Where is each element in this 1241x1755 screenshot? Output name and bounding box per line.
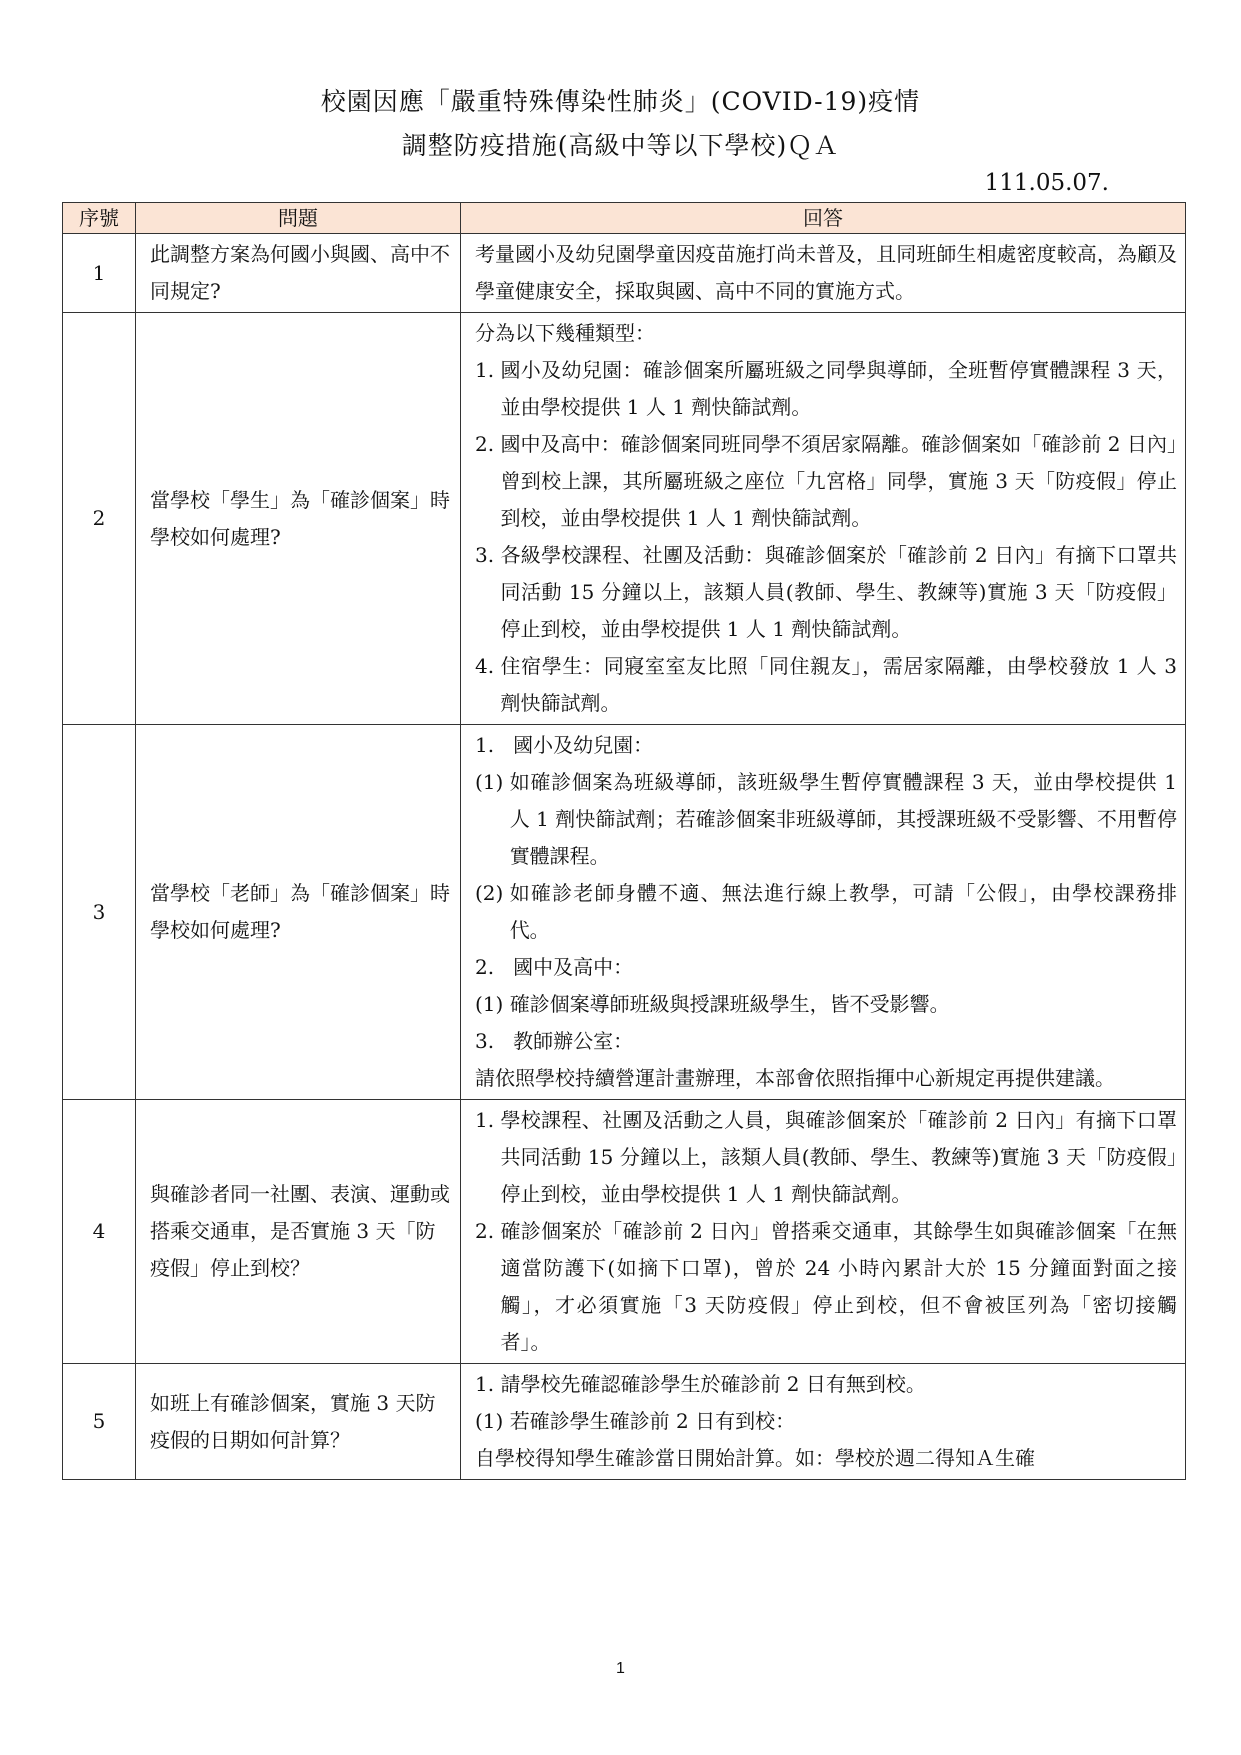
answer-item — [475, 1023, 1177, 1060]
answer-item — [475, 426, 1177, 537]
answer-item-text: 國中及高中：確診個案同班同學不須居家隔離。確診個案如「確診前 2 日內」曾到校上課，其所屬班級之座位「九宮格」同學，實施 3 天「防疫假」停止到校，並由學校提供 1 人 1 劑快篩試劑。 — [500, 432, 1177, 530]
answer-item-marker: (1) — [475, 770, 510, 794]
document-date: 111.05.07. — [984, 170, 1109, 196]
table-row — [63, 1364, 1186, 1480]
answer-item — [475, 727, 1177, 764]
answer-item-marker: 3. — [475, 543, 501, 567]
answer-item — [475, 986, 1177, 1023]
answer-item-text: 確診個案導師班級與授課班級學生，皆不受影響。 — [509, 992, 950, 1016]
qa-table — [62, 202, 1186, 1480]
answer-item-text: 如確診老師身體不適、無法進行線上教學，可請「公假」，由學校課務排代。 — [509, 881, 1177, 942]
answer-item-text: 請依照學校持續營運計畫辦理，本部會依照指揮中心新規定再提供建議。 — [475, 1066, 1115, 1090]
answer-cell — [461, 725, 1186, 1100]
question-cell: 當學校「老師」為「確診個案」時學校如何處理? — [136, 725, 461, 1100]
answer-item — [475, 1102, 1177, 1213]
row-number: 4 — [63, 1100, 136, 1364]
answer-item-text: 如確診個案為班級導師，該班級學生暫停實體課程 3 天，並由學校提供 1 人 1 劑快篩試劑；若確診個案非班級導師，其授課班級不受影響、不用暫停實體課程。 — [509, 770, 1177, 868]
table-row — [63, 234, 1186, 313]
table-header-row — [63, 203, 1186, 234]
answer-item-marker: (1) — [475, 992, 510, 1016]
page-number: 1 — [616, 1660, 625, 1677]
answer-item — [475, 236, 1177, 310]
answer-item-text: 自學校得知學生確診當日開始計算。如：學校於週二得知Ａ生確 — [475, 1446, 1035, 1470]
answer-item-text: 若確診學生確診前 2 日有到校： — [509, 1409, 796, 1433]
answer-item — [475, 1366, 1177, 1403]
answer-item-text: 各級學校課程、社團及活動：與確診個案於「確診前 2 日內」有摘下口罩共同活動 15 分鐘以上，該類人員(教師、學生、教練等)實施 3 天「防疫假」停止到校，並由學校提供 1 人 1 劑快篩試劑。 — [500, 543, 1177, 641]
answer-item-text: 分為以下幾種類型： — [475, 321, 655, 345]
question-cell: 當學校「學生」為「確診個案」時學校如何處理? — [136, 313, 461, 725]
answer-item-text: 教師辦公室： — [513, 1029, 634, 1053]
answer-item — [475, 352, 1177, 426]
answer-item — [475, 1060, 1177, 1097]
answer-item-text: 住宿學生：同寢室室友比照「同住親友」，需居家隔離，由學校發放 1 人 3 劑快篩試劑。 — [500, 654, 1177, 715]
answer-item — [475, 648, 1177, 722]
answer-item — [475, 315, 1177, 352]
answer-item-text: 學校課程、社團及活動之人員，與確診個案於「確診前 2 日內」有摘下口罩共同活動 15 分鐘以上，該類人員(教師、學生、教練等)實施 3 天「防疫假」停止到校，並由學校提供 1 人 1 劑快篩試劑。 — [500, 1108, 1177, 1206]
answer-item-marker: 2. — [475, 432, 501, 456]
answer-cell — [461, 234, 1186, 313]
row-number: 3 — [63, 725, 136, 1100]
answer-item — [475, 1403, 1177, 1440]
answer-item — [475, 875, 1177, 949]
answer-item-text: 國小及幼兒園： — [513, 733, 654, 757]
answer-item-text: 考量國小及幼兒園學童因疫苗施打尚未普及，且同班師生相處密度較高，為顧及學童健康安全，採取與國、高中不同的實施方式。 — [475, 242, 1177, 303]
answer-item-marker: 1. — [475, 733, 514, 757]
row-number: 2 — [63, 313, 136, 725]
answer-item — [475, 949, 1177, 986]
question-cell: 此調整方案為何國小與國、高中不同規定? — [136, 234, 461, 313]
row-number: 1 — [63, 234, 136, 313]
answer-item-marker: 1. — [475, 1108, 501, 1132]
answer-item-text: 請學校先確認確診學生於確診前 2 日有無到校。 — [500, 1372, 926, 1396]
answer-item-text: 國小及幼兒園：確診個案所屬班級之同學與導師，全班暫停實體課程 3 天，並由學校提供 1 人 1 劑快篩試劑。 — [500, 358, 1177, 419]
answer-item-text: 確診個案於「確診前 2 日內」曾搭乘交通車，其餘學生如與確診個案「在無適當防護下(如摘下口罩)，曾於 24 小時內累計大於 15 分鐘面對面之接觸」，才必須實施「3 天防疫假」停止到校，但不會被匡列為「密切接觸者」。 — [500, 1219, 1177, 1354]
answer-item-marker: 1. — [475, 1372, 501, 1396]
answer-item — [475, 1440, 1177, 1477]
question-cell: 與確診者同一社團、表演、運動或搭乘交通車，是否實施 3 天「防疫假」停止到校？ — [136, 1100, 461, 1364]
answer-cell — [461, 313, 1186, 725]
page-title: 校園因應「嚴重特殊傳染性肺炎」(COVID-19)疫情 — [320, 87, 921, 116]
answer-item-marker: 4. — [475, 654, 501, 678]
answer-item-text: 國中及高中： — [513, 955, 634, 979]
table-row — [63, 725, 1186, 1100]
row-number: 5 — [63, 1364, 136, 1480]
header-answer: 回答 — [461, 203, 1186, 234]
answer-cell — [461, 1100, 1186, 1364]
answer-item — [475, 537, 1177, 648]
table-row — [63, 313, 1186, 725]
table-row — [63, 1100, 1186, 1364]
answer-item-marker: 2. — [475, 1219, 501, 1243]
answer-item-marker: (1) — [475, 1409, 510, 1433]
answer-cell — [461, 1364, 1186, 1480]
header-number: 序號 — [63, 203, 136, 234]
question-cell: 如班上有確診個案，實施 3 天防疫假的日期如何計算？ — [136, 1364, 461, 1480]
answer-item-marker: 2. — [475, 955, 514, 979]
answer-item — [475, 764, 1177, 875]
answer-item — [475, 1213, 1177, 1361]
answer-item-marker: (2) — [475, 881, 510, 905]
page-subtitle: 調整防疫措施(高級中等以下學校)ＱＡ — [401, 131, 840, 160]
header-question: 問題 — [136, 203, 461, 234]
answer-item-marker: 1. — [475, 358, 501, 382]
answer-item-marker: 3. — [475, 1029, 514, 1053]
